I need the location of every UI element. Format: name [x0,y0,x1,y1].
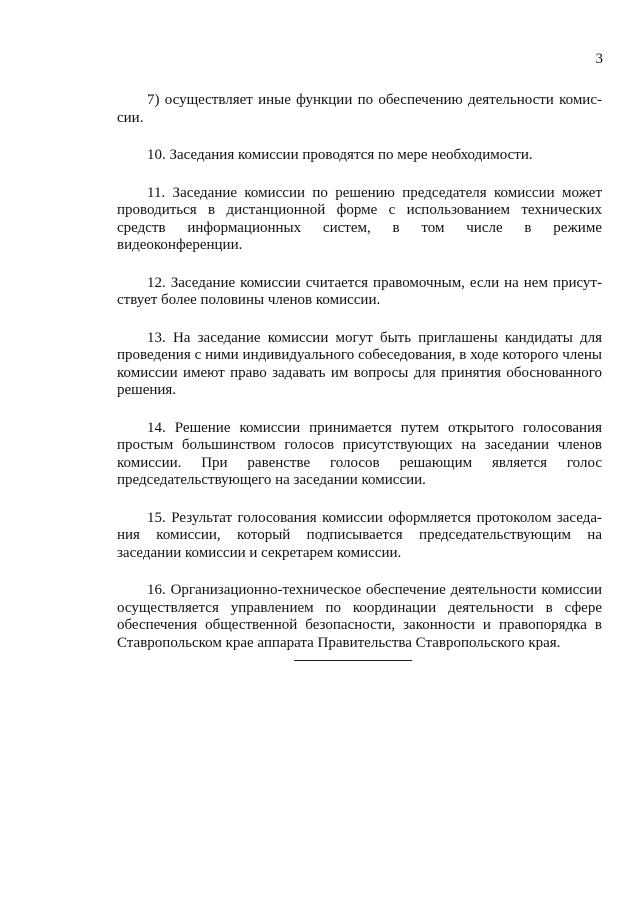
paragraph-15: 15. Результат голосования комиссии оформляется протоколом заседания комиссии, который подписывается председательствующим на заседании комиссии и секретарем комиссии. [117,509,602,561]
paragraph-12: 12. Заседание комиссии считается правомочным, если на нем присутствует более половины членов комиссии. [117,274,602,308]
paragraph-11: 11. Заседание комиссии по решению председателя комиссии может проводиться в дистанционной форме с использованием технических средств информационных систем, в том числе в режиме видеоконференции. [117,184,602,253]
paragraph-16: 16. Организационно-техническое обеспечение деятельности комиссии осуществляется управлением по координации деятельности в сфере обеспечения общественной безопасности, законности и правопорядка в Ставропольском крае аппарата Правительства Ставропольского края. [117,582,602,651]
paragraph-item-7: 7) осуществляет иные функции по обеспечению деятельности комиссии. [117,92,602,126]
paragraph-13: 13. На заседание комиссии могут быть приглашены кандидаты для проведения с ними индивидуального собеседования, в ходе которого члены комиссии имеют право задавать им вопросы для принятия обоснованного решения. [117,329,602,398]
paragraph-14: 14. Решение комиссии принимается путем открытого голосования простым большинством голосов присутствующих на заседании членов комиссии. При равенстве голосов решающим является голос председательствующего на заседании комиссии. [117,419,602,488]
page-number: 3 [595,51,603,67]
paragraph-10: 10. Заседания комиссии проводятся по мере необходимости. [147,147,533,163]
document-body [117,92,602,672]
end-of-text-divider [294,660,412,661]
